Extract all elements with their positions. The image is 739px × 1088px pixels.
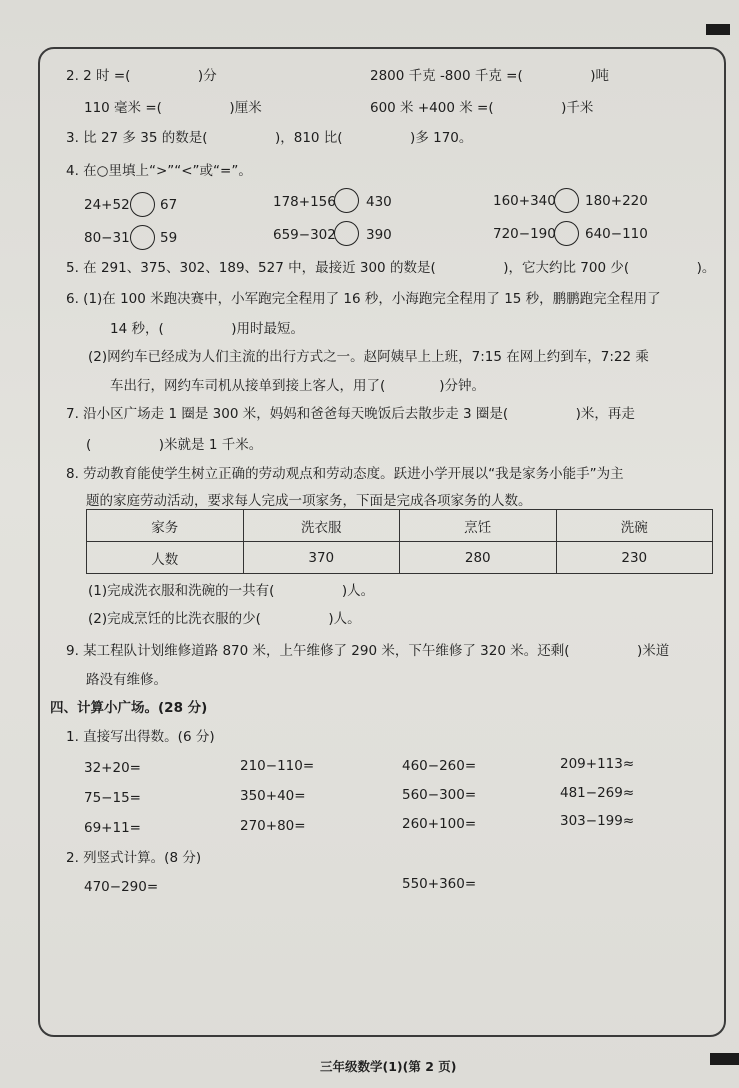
mental-math-item: 270+80= [240, 818, 306, 834]
section-4-part-1: 1. 直接写出得数。(6 分) [66, 729, 215, 745]
page-footer: 三年级数学(1)(第 2 页) [320, 1059, 457, 1074]
q4-right-1: 67 [160, 197, 178, 213]
mental-math-item: 210−110= [240, 758, 315, 774]
compare-circle[interactable] [554, 188, 579, 213]
table-cell: 烹饪 [400, 510, 557, 542]
q9-line-1: 9. 某工程队计划维修道路 870 米，上午维修了 290 米，下午维修了 320 米。还剩( )米道 [66, 643, 670, 659]
registration-mark [710, 1053, 739, 1065]
table-row [87, 542, 713, 574]
registration-mark [706, 24, 730, 35]
q8-sub-2: (2)完成烹饪的比洗衣服的少( )人。 [88, 611, 361, 627]
table-cell: 洗衣服 [243, 510, 400, 542]
mental-math-item: 209+113≈ [560, 756, 635, 772]
q4-left-3: 160+340 [493, 193, 556, 209]
mental-math-item: 481−269≈ [560, 785, 635, 801]
mental-math-item: 303−199≈ [560, 813, 635, 829]
vertical-calc-1: 470−290= [84, 879, 159, 895]
chores-table [86, 509, 713, 574]
q4-left-6: 720−190 [493, 226, 556, 242]
compare-circle[interactable] [334, 221, 359, 246]
table-cell: 人数 [87, 542, 244, 574]
table-cell: 280 [400, 542, 557, 574]
compare-circle[interactable] [130, 192, 155, 217]
q8-line-1: 8. 劳动教育能使学生树立正确的劳动观点和劳动态度。跃进小学开展以“我是家务小能手”为主 [66, 466, 624, 482]
mental-math-item: 350+40= [240, 788, 306, 804]
mental-math-item: 32+20= [84, 760, 141, 776]
q6-line-2: 14 秒，( )用时最短。 [110, 321, 305, 337]
q4-right-4: 59 [160, 230, 178, 246]
mental-math-item: 460−260= [402, 758, 477, 774]
q2-length-conversion: 110 毫米 =( )厘米 [84, 100, 262, 116]
mental-math-item: 69+11= [84, 820, 141, 836]
q6-line-4: 车出行，网约车司机从接单到接上客人，用了( )分钟。 [110, 378, 486, 394]
q6-line-3: (2)网约车已经成为人们主流的出行方式之一。赵阿姨早上上班，7:15 在网上约到车，7:22 乘 [88, 349, 649, 365]
vertical-calc-2: 550+360= [402, 876, 477, 892]
q4-right-3: 180+220 [585, 193, 648, 209]
q2-time-conversion: 2. 2 时 =( )分 [66, 68, 217, 84]
table-header-row [87, 510, 713, 542]
mental-math-item: 560−300= [402, 787, 477, 803]
q2-weight-conversion: 2800 千克 -800 千克 =( )吨 [370, 68, 610, 84]
q6-line-1: 6. (1)在 100 米跑决赛中，小军跑完全程用了 16 秒，小海跑完全程用了 15 秒，鹏鹏跑完全程用了 [66, 291, 661, 307]
q8-sub-1: (1)完成洗衣服和洗碗的一共有( )人。 [88, 583, 375, 599]
q4-right-5: 390 [366, 227, 392, 243]
q9-line-2: 路没有维修。 [86, 672, 167, 688]
q4-left-1: 24+52 [84, 197, 130, 213]
mental-math-item: 75−15= [84, 790, 141, 806]
table-cell: 家务 [87, 510, 244, 542]
q4-left-2: 178+156 [273, 194, 336, 210]
compare-circle[interactable] [554, 221, 579, 246]
q3-question: 3. 比 27 多 35 的数是( )，810 比( )多 170。 [66, 130, 473, 146]
table-cell: 230 [556, 542, 713, 574]
table-cell: 洗碗 [556, 510, 713, 542]
q4-right-2: 430 [366, 194, 392, 210]
q7-line-1: 7. 沿小区广场走 1 圈是 300 米，妈妈和爸爸每天晚饭后去散步走 3 圈是( )米，再走 [66, 406, 635, 422]
table-cell: 370 [243, 542, 400, 574]
mental-math-item: 260+100= [402, 816, 477, 832]
q4-left-5: 659−302 [273, 227, 336, 243]
q5-question: 5. 在 291、375、302、189、527 中，最接近 300 的数是( )，它大约比 700 少( )。 [66, 260, 716, 276]
compare-circle[interactable] [334, 188, 359, 213]
section-4-title: 四、计算小广场。(28 分) [50, 700, 208, 716]
q4-left-4: 80−31 [84, 230, 130, 246]
q8-line-2: 题的家庭劳动活动，要求每人完成一项家务，下面是完成各项家务的人数。 [86, 493, 532, 509]
section-4-part-2: 2. 列竖式计算。(8 分) [66, 850, 202, 866]
q4-title: 4. 在○里填上“>”“<”或“=”。 [66, 163, 252, 179]
q2-distance-conversion: 600 米 +400 米 =( )千米 [370, 100, 594, 116]
q7-line-2: ( )米就是 1 千米。 [86, 437, 263, 453]
q4-right-6: 640−110 [585, 226, 648, 242]
compare-circle[interactable] [130, 225, 155, 250]
